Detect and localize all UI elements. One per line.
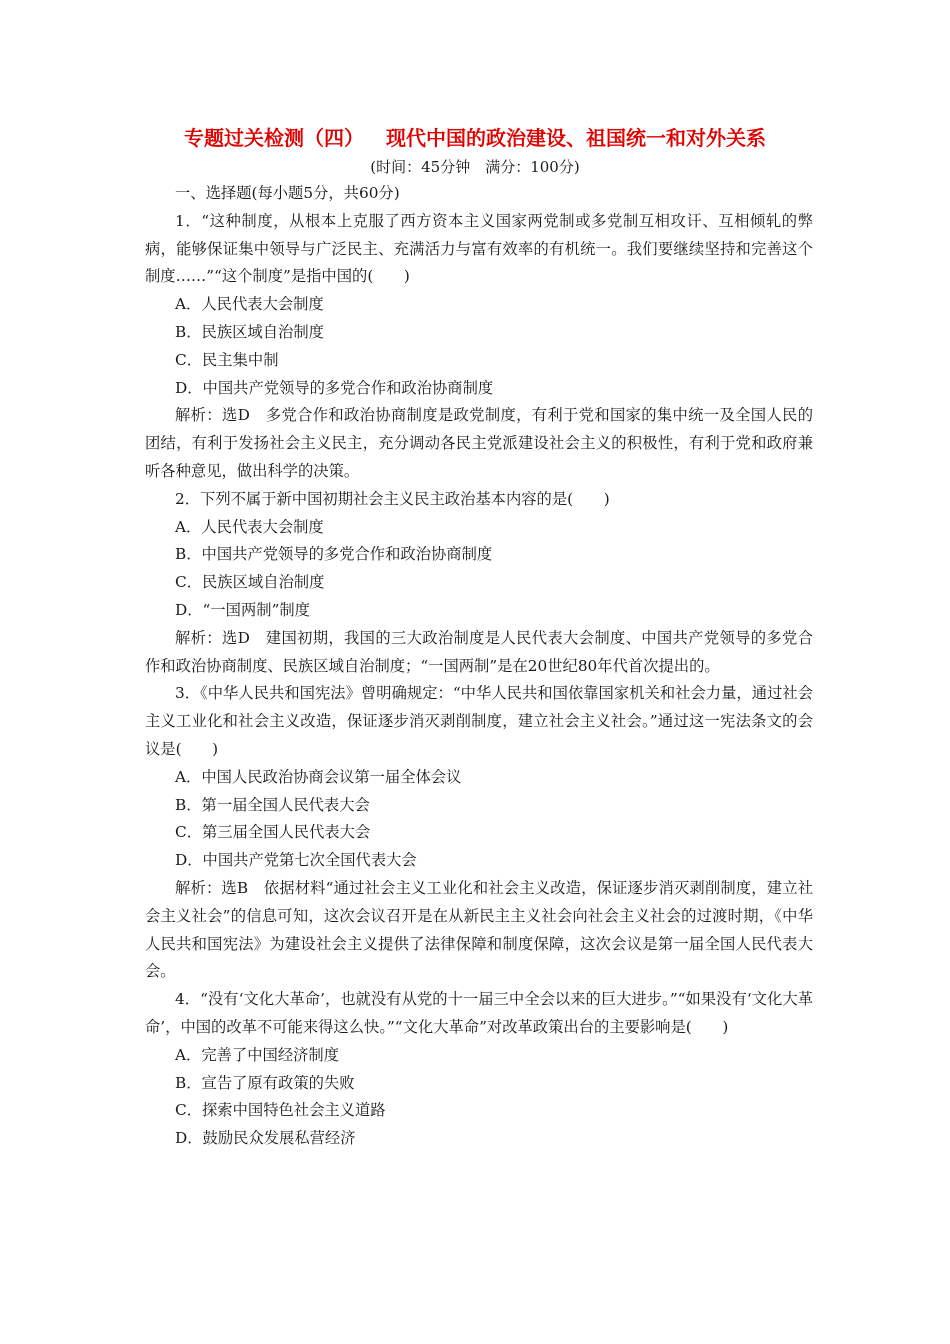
exam-info: (时间：45分钟 满分：100分) [370,158,580,176]
question-option: A．中国人民政治协商会议第一届全体会议 [175,767,462,786]
question-stem: 1．“这种制度，从根本上克服了西方资本主义国家两党制或多党制互相攻讦、互相倾轧的弊病，能够保证集中领导与广泛民主、充满活力与富有效率的有机统一。我们要继续坚持和完善这个制度……”“这个制度”是指中国的( ) [145,211,813,286]
title-series: 专题过关检测（四） [184,126,364,150]
question-1 [145,208,813,486]
question-stem: 3．《中华人民共和国宪法》曾明确规定：“中华人民共和国依靠国家机关和社会力量，通过社会主义工业化和社会主义改造，保证逐步消灭剥削制度，建立社会主义社会。”通过这一宪法条文的会议是( ) [145,684,813,758]
question-option: C．民族区域自治制度 [175,573,325,592]
question-option: A．人民代表大会制度 [175,517,324,536]
question-4 [145,986,813,1153]
document-body [145,180,813,1153]
section-heading: 一、选择题(每小题5分，共60分) [175,184,400,202]
question-option: B．第一届全国人民代表大会 [175,795,370,814]
question-option: B．宣告了原有政策的失败 [175,1073,355,1092]
question-option: C．民主集中制 [175,350,279,369]
question-option: D．中国共产党领导的多党合作和政治协商制度 [175,378,494,397]
question-analysis: 解析：选B 依据材料“通过社会主义工业化和社会主义改造，保证逐步消灭剥削制度，建立社会主义社会”的信息可知，这次会议召开是在从新民主主义社会向社会主义社会的过渡时期，《中华人民共和国宪法》为建设社会主义提供了法律保障和制度保障，这次会议是第一届全国人民代表大会。 [145,878,813,981]
question-stem: 4．“没有‘文化大革命’，也就没有从党的十一届三中全会以来的巨大进步。”“如果没有‘文化大革命’，中国的改革不可能来得这么快。”“文化大革命”对改革政策出台的主要影响是( ) [145,990,813,1036]
question-stem: 2．下列不属于新中国初期社会主义民主政治基本内容的是( ) [175,489,610,508]
question-option: A．完善了中国经济制度 [175,1045,340,1064]
question-option: C．第三届全国人民代表大会 [175,823,371,842]
question-analysis: 解析：选D 建国初期，我国的三大政治制度是人民代表大会制度、中国共产党领导的多党合作和政治协商制度、民族区域自治制度；“一国两制”是在20世纪80年代首次提出的。 [145,628,813,675]
question-option: B．民族区域自治制度 [175,322,324,341]
question-option: B．中国共产党领导的多党合作和政治协商制度 [175,545,493,564]
question-analysis: 解析：选D 多党合作和政治协商制度是政党制度，有利于党和国家的集中统一及全国人民的团结，有利于发扬社会主义民主，充分调动各民主党派建设社会主义的积极性，有利于党和政府兼听各种意见，做出科学的决策。 [145,406,813,480]
page-title [0,122,950,151]
question-option: A．人民代表大会制度 [175,295,324,314]
question-3 [145,680,813,986]
question-option: D．鼓励民众发展私营经济 [175,1129,356,1148]
question-2 [145,486,813,681]
question-option: C．探索中国特色社会主义道路 [175,1101,386,1120]
title-topic: 现代中国的政治建设、祖国统一和对外关系 [386,126,766,150]
question-option: D．中国共产党第七次全国代表大会 [175,851,417,870]
question-option: D．“一国两制”制度 [175,600,310,619]
